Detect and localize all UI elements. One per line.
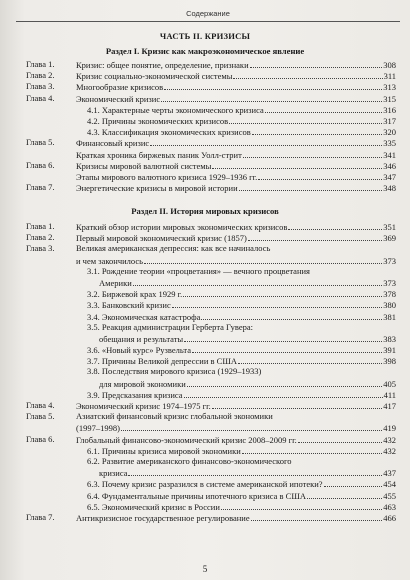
page-number: 5 bbox=[202, 564, 208, 574]
chapter-label: Глава 6. bbox=[26, 159, 55, 170]
entry-page-number: 455 bbox=[383, 490, 396, 501]
toc-entry bbox=[26, 501, 396, 512]
toc-entry bbox=[26, 59, 396, 70]
toc-entry bbox=[26, 400, 396, 411]
entry-page-number: 398 bbox=[383, 356, 396, 367]
section-title-1: Раздел I. Кризис как макроэкономическое явление bbox=[105, 46, 305, 56]
entry-title: обещания и результаты bbox=[99, 333, 184, 344]
toc-entry bbox=[26, 512, 396, 523]
entry-title: для мировой экономики bbox=[99, 378, 186, 389]
entry-title: 4.2. Причины экономических кризисов bbox=[87, 115, 229, 126]
toc-entry bbox=[26, 456, 396, 467]
entry-page-number: 432 bbox=[383, 434, 396, 445]
running-header: Содержание bbox=[16, 9, 400, 22]
toc-section-2 bbox=[26, 221, 396, 523]
dot-leader bbox=[212, 160, 382, 169]
entry-page-number: 346 bbox=[383, 160, 396, 171]
dot-leader bbox=[221, 501, 382, 510]
toc-entry bbox=[26, 115, 396, 126]
toc-entry bbox=[26, 355, 396, 366]
entry-page-number: 419 bbox=[383, 423, 396, 434]
chapter-label: Глава 5. bbox=[26, 411, 55, 422]
dot-leader bbox=[144, 255, 382, 264]
entry-title: и чем закончилось bbox=[76, 255, 144, 266]
chapter-label: Глава 5. bbox=[26, 137, 55, 148]
entry-title: Кризисы мировой валютной системы bbox=[76, 160, 212, 171]
toc-entry bbox=[26, 93, 396, 104]
dot-leader bbox=[307, 490, 382, 499]
chapter-label: Глава 3. bbox=[26, 81, 55, 92]
toc-entry bbox=[26, 322, 396, 333]
toc-entry bbox=[26, 182, 396, 193]
entry-page-number: 466 bbox=[383, 512, 396, 523]
dot-leader bbox=[248, 232, 382, 241]
dot-leader bbox=[172, 299, 383, 308]
toc-entry bbox=[26, 277, 396, 288]
toc-entry bbox=[26, 366, 396, 377]
toc-entry bbox=[26, 160, 396, 171]
entry-title: Первый мировой экономический кризис (1857) bbox=[76, 233, 247, 244]
toc-entry bbox=[26, 81, 396, 92]
dot-leader bbox=[250, 59, 383, 68]
entry-page-number: 369 bbox=[383, 233, 396, 244]
entry-page-number: 316 bbox=[383, 104, 396, 115]
toc-entry bbox=[26, 137, 396, 148]
toc-entry bbox=[26, 221, 396, 232]
entry-page-number: 405 bbox=[383, 378, 396, 389]
entry-page-number: 335 bbox=[383, 138, 396, 149]
entry-page-number: 373 bbox=[383, 277, 396, 288]
entry-title: 3.8. Последствия мирового кризиса (1929–1933) bbox=[87, 366, 262, 377]
entry-page-number: 463 bbox=[383, 501, 396, 512]
entry-title: 3.2. Биржевой крах 1929 г. bbox=[87, 289, 183, 300]
entry-page-number: 313 bbox=[383, 82, 396, 93]
entry-title: Кризис социально-экономической системы bbox=[76, 71, 233, 82]
entry-title: 3.7. Причины Великой депрессии в США bbox=[87, 356, 238, 367]
toc-entry bbox=[26, 490, 396, 501]
entry-page-number: 380 bbox=[383, 300, 396, 311]
entry-page-number: 373 bbox=[383, 255, 396, 266]
dot-leader bbox=[161, 93, 382, 102]
entry-page-number: 311 bbox=[383, 71, 396, 82]
dot-leader bbox=[201, 311, 382, 320]
entry-title: 3.9. Предсказания кризиса bbox=[87, 389, 183, 400]
dot-leader bbox=[164, 81, 382, 90]
toc-entry bbox=[26, 243, 396, 254]
dot-leader bbox=[258, 171, 382, 180]
chapter-label: Глава 3. bbox=[26, 243, 55, 254]
entry-title: Краткая хроника биржевых паник Уолл-стрит bbox=[76, 149, 242, 160]
entry-title: Краткий обзор истории мировых экономических кризисов bbox=[76, 222, 288, 232]
dot-leader bbox=[324, 478, 383, 487]
dot-leader bbox=[128, 467, 382, 476]
entry-title: Глобальный финансово-экономический кризис 2008–2009 гг. bbox=[76, 434, 297, 445]
entry-title: Америки bbox=[99, 277, 132, 288]
toc-entry bbox=[26, 478, 396, 489]
chapter-label: Глава 7. bbox=[26, 182, 55, 193]
toc-entry bbox=[26, 171, 396, 182]
toc-entry bbox=[26, 232, 396, 243]
toc-entry bbox=[26, 389, 396, 400]
entry-title: 6.4. Фундаментальные причины ипотечного кризиса в США bbox=[87, 490, 307, 501]
toc-entry bbox=[26, 422, 396, 433]
entry-page-number: 437 bbox=[383, 468, 396, 479]
entry-page-number: 381 bbox=[383, 311, 396, 322]
dot-leader bbox=[239, 182, 383, 191]
entry-title: Финансовый кризис bbox=[76, 138, 150, 149]
entry-page-number: 317 bbox=[383, 115, 396, 126]
entry-title: Великая американская депрессия: как все начиналось bbox=[76, 243, 271, 254]
entry-title: 4.1. Характерные черты экономического кризиса bbox=[87, 104, 264, 115]
entry-title: 3.1. Рождение теории «процветания» — вечного процветания bbox=[87, 265, 310, 276]
entry-page-number: 454 bbox=[383, 479, 396, 490]
dot-leader bbox=[238, 355, 382, 364]
entry-page-number: 308 bbox=[383, 60, 396, 70]
dot-leader bbox=[192, 344, 382, 353]
entry-title: Энергетические кризисы в мировой истории bbox=[76, 183, 238, 194]
toc-entry bbox=[26, 344, 396, 355]
entry-page-number: 411 bbox=[383, 389, 396, 400]
chapter-label: Глава 4. bbox=[26, 92, 55, 103]
toc-entry bbox=[26, 333, 396, 344]
toc-entry bbox=[26, 311, 396, 322]
dot-leader bbox=[251, 512, 383, 521]
toc-entry bbox=[26, 255, 396, 266]
dot-leader bbox=[184, 333, 382, 342]
toc-entry bbox=[26, 266, 396, 277]
entry-page-number: 347 bbox=[383, 171, 396, 182]
chapter-label: Глава 1. bbox=[26, 221, 55, 231]
dot-leader bbox=[212, 400, 382, 409]
entry-page-number: 315 bbox=[383, 93, 396, 104]
section-title-2: Раздел II. История мировых кризисов bbox=[131, 206, 279, 216]
dot-leader bbox=[183, 288, 382, 297]
entry-page-number: 378 bbox=[383, 289, 396, 300]
entry-page-number: 320 bbox=[383, 127, 396, 138]
toc-entry bbox=[26, 104, 396, 115]
entry-title: Экономический кризис 1974–1975 гг. bbox=[76, 401, 211, 411]
dot-leader bbox=[252, 126, 383, 135]
dot-leader bbox=[288, 221, 382, 230]
dot-leader bbox=[150, 137, 382, 146]
entry-page-number: 417 bbox=[383, 401, 396, 411]
entry-page-number: 348 bbox=[383, 183, 396, 194]
toc-entry bbox=[26, 126, 396, 137]
entry-title: 3.6. «Новый курс» Рузвельта bbox=[87, 345, 192, 356]
toc-entry bbox=[26, 445, 396, 456]
chapter-label: Глава 6. bbox=[26, 433, 55, 444]
entry-title: Антикризисное государственное регулирование bbox=[76, 512, 250, 523]
dot-leader bbox=[265, 104, 383, 113]
entry-page-number: 432 bbox=[383, 445, 396, 456]
toc-entry bbox=[26, 299, 396, 310]
chapter-label: Глава 2. bbox=[26, 232, 55, 243]
entry-title: Многообразие кризисов bbox=[76, 82, 164, 93]
chapter-label: Глава 1. bbox=[26, 59, 55, 69]
entry-title: Кризис: общее понятие, определение, признаки bbox=[76, 60, 249, 70]
entry-title: 3.4. Экономическая катастрофа bbox=[87, 311, 201, 322]
entry-title: 6.1. Причины кризиса мировой экономики bbox=[87, 445, 241, 456]
dot-leader bbox=[229, 115, 382, 124]
toc-entry bbox=[26, 411, 396, 422]
dot-leader bbox=[121, 422, 382, 431]
dot-leader bbox=[298, 434, 382, 443]
entry-title: 4.3. Классификация экономических кризисов bbox=[87, 127, 251, 138]
entry-title: кризиса bbox=[99, 468, 128, 479]
part-title: ЧАСТЬ II. КРИЗИСЫ bbox=[159, 31, 251, 41]
dot-leader bbox=[233, 70, 382, 79]
toc-entry bbox=[26, 149, 396, 160]
entry-title: (1997–1998) bbox=[76, 423, 120, 434]
entry-page-number: 351 bbox=[383, 222, 396, 232]
entry-page-number: 391 bbox=[383, 345, 396, 356]
entry-title: 3.3. Банковский кризис bbox=[87, 300, 171, 311]
entry-page-number: 383 bbox=[383, 333, 396, 344]
entry-title: Экономический кризис bbox=[76, 93, 161, 104]
toc-entry bbox=[26, 378, 396, 389]
dot-leader bbox=[243, 149, 382, 158]
toc-entry bbox=[26, 70, 396, 81]
chapter-label: Глава 7. bbox=[26, 511, 55, 522]
dot-leader bbox=[242, 445, 382, 454]
entry-title: 3.5. Реакция администрации Герберта Гувера: bbox=[87, 321, 253, 332]
dot-leader bbox=[184, 389, 383, 398]
entry-title: Азиатский финансовый кризис глобальной экономики bbox=[76, 411, 273, 422]
entry-title: 6.5. Экономический кризис в России bbox=[87, 501, 220, 512]
toc-entry bbox=[26, 467, 396, 478]
toc-entry bbox=[26, 434, 396, 445]
entry-title: 6.3. Почему кризис разразился в системе американской ипотеки? bbox=[87, 479, 323, 490]
chapter-label: Глава 4. bbox=[26, 400, 55, 410]
dot-leader bbox=[133, 277, 382, 286]
toc-section-1 bbox=[26, 59, 396, 193]
dot-leader bbox=[187, 378, 383, 387]
toc-entry bbox=[26, 288, 396, 299]
chapter-label: Глава 2. bbox=[26, 70, 55, 81]
entry-title: Этапы мирового валютного кризиса 1929–1936 гг. bbox=[76, 171, 258, 182]
entry-title: 6.2. Развитие американского финансово-экономического bbox=[87, 455, 292, 466]
entry-page-number: 341 bbox=[383, 149, 396, 160]
